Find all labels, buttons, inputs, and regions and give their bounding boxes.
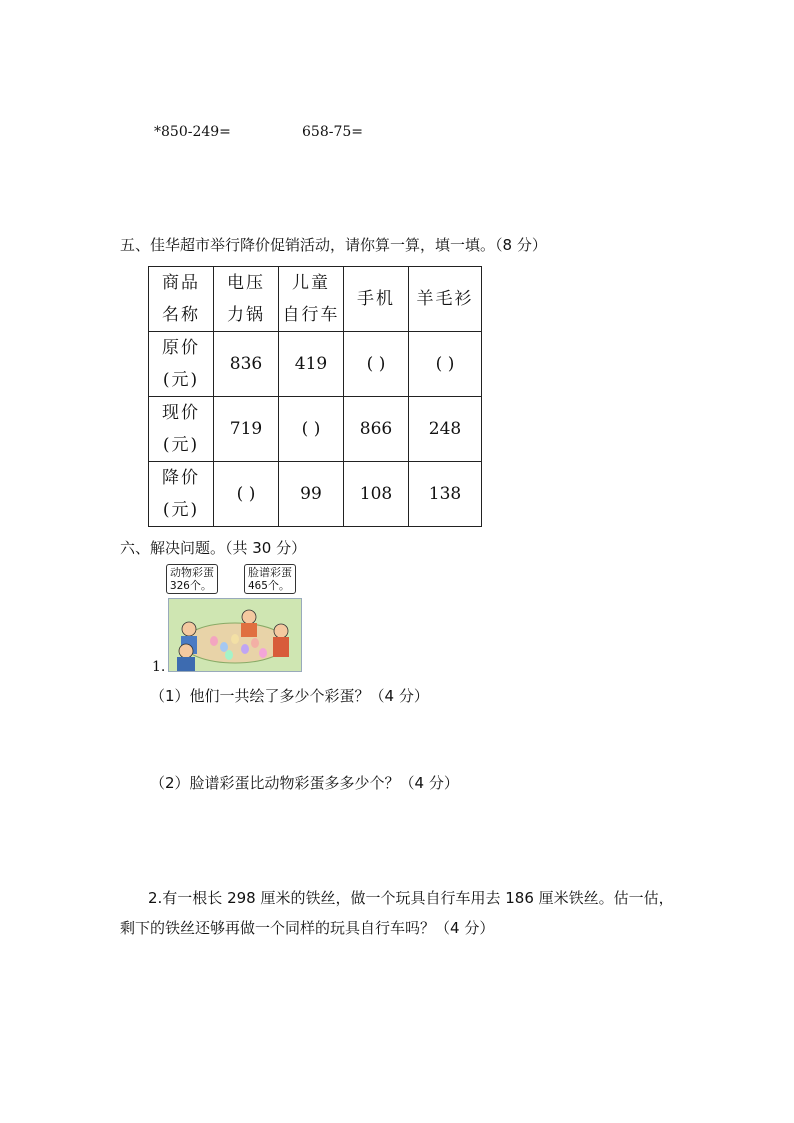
question-1-number: 1. [152,659,166,675]
calc-expression-2: 658-75= [302,124,363,140]
table-cell: ( ) [344,332,409,397]
section5-title: 五、佳华超市举行降价促销活动，请你算一算，填一填。（8 分） [120,236,547,254]
header-cell: 羊毛衫 [409,267,482,332]
question-1-part-2: （2）脸谱彩蛋比动物彩蛋多多少个？（4 分） [150,774,459,792]
question-2-line-2: 剩下的铁丝还够再做一个同样的玩具自行车吗？（4 分） [120,919,495,937]
table-cell: 99 [279,462,344,527]
table-cell: 866 [344,397,409,462]
question-2-line-1: 2.有一根长 298 厘米的铁丝，做一个玩具自行车用去 186 厘米铁丝。估一估， [148,889,674,907]
row-label: 现价 (元) [149,397,214,462]
header-cell: 手机 [344,267,409,332]
animal-egg-speech-bubble: 动物彩蛋 326个。 [166,564,218,594]
table-cell: ( ) [214,462,279,527]
header-cell: 商品 名称 [149,267,214,332]
table-row [149,462,482,527]
calc-expression-1: *850-249= [154,124,231,140]
table-cell: 419 [279,332,344,397]
table-row [149,332,482,397]
table-cell: 719 [214,397,279,462]
egg-painting-illustration [166,564,304,674]
table-cell: 108 [344,462,409,527]
table-cell: 138 [409,462,482,527]
table-row [149,397,482,462]
header-cell: 儿童 自行车 [279,267,344,332]
children-painting-scene [168,598,302,672]
table-cell: 248 [409,397,482,462]
table-header-row [149,267,482,332]
table-cell: ( ) [409,332,482,397]
table-cell: 836 [214,332,279,397]
header-cell: 电压 力锅 [214,267,279,332]
mask-egg-speech-bubble: 脸谱彩蛋 465个。 [244,564,296,594]
price-table [148,266,482,527]
table-cell: ( ) [279,397,344,462]
row-label: 降价 (元) [149,462,214,527]
section6-title: 六、解决问题。（共 30 分） [120,539,307,557]
row-label: 原价 (元) [149,332,214,397]
question-1-part-1: （1）他们一共绘了多少个彩蛋？（4 分） [150,687,429,705]
